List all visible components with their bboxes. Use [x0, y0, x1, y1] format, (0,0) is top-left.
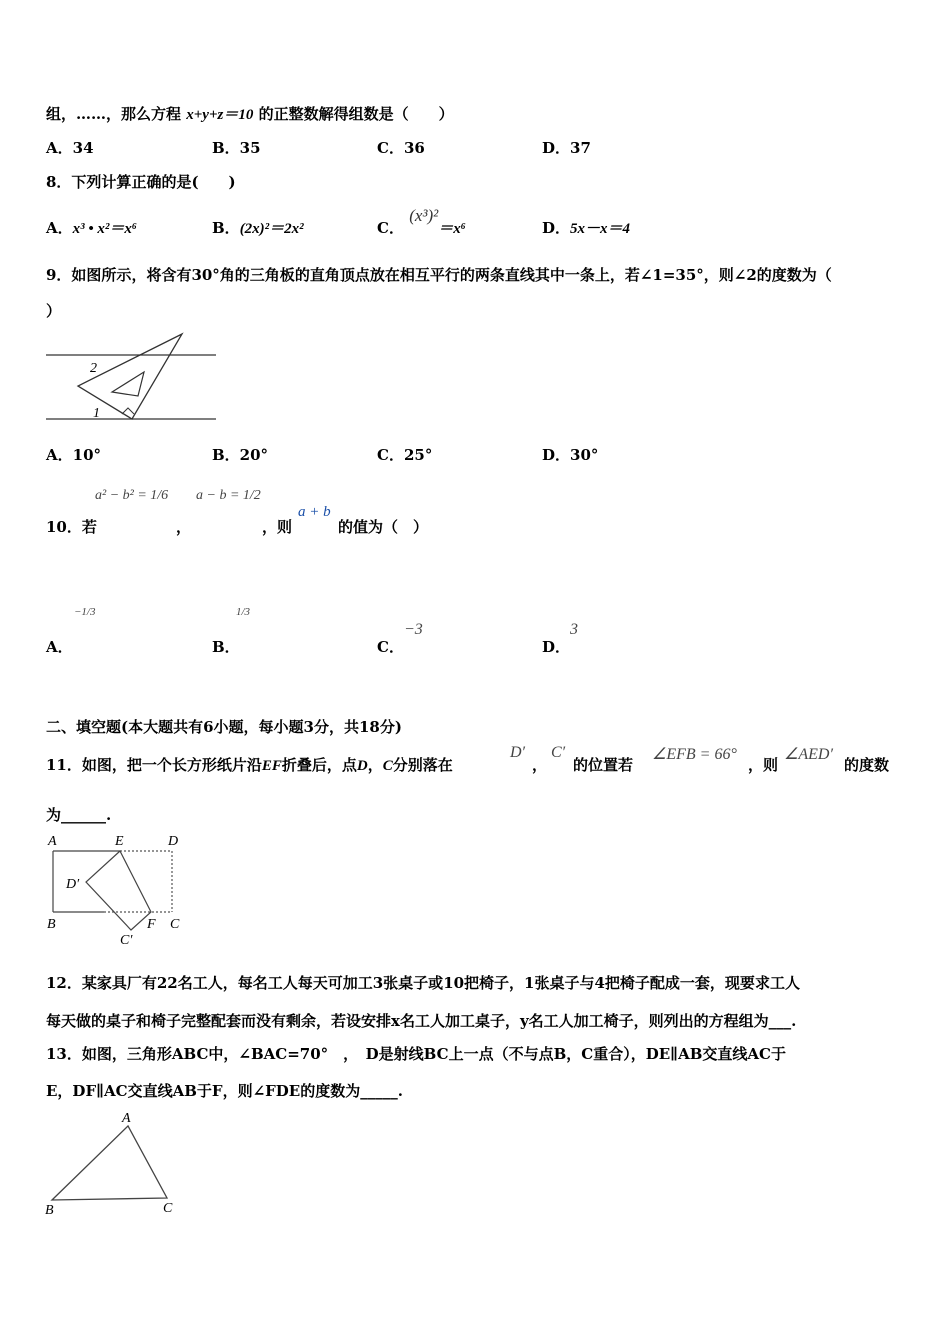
- q9-label-1: 1: [93, 406, 100, 421]
- q10-condition-2: a − b = 1/2: [196, 488, 261, 503]
- q11-given-angle: ∠EFB = 66°: [652, 746, 737, 763]
- q11-label-a: A: [48, 834, 57, 849]
- q9-label-2: 2: [90, 361, 97, 376]
- q11-line2: 为______.: [46, 806, 112, 824]
- q11-asked-angle: ∠AED′: [784, 746, 833, 763]
- q9-option-d[interactable]: D．30°: [542, 446, 599, 464]
- q9-stem-line1: 9．如图所示，将含有30°角的三角板的直角顶点放在相互平行的两条直线其中一条上，若∠1=35°，则∠2的度数为（: [46, 266, 832, 284]
- q11-dprime-inline: D′: [510, 744, 526, 761]
- q12-line1: 12．某家具厂有22名工人，每名工人每天可加工3张桌子或10把椅子，1张桌子与4把椅子配成一套，现要求工人: [46, 974, 800, 992]
- q11-label-dprime: D′: [66, 877, 80, 892]
- q8-option-b[interactable]: B．(2x)²＝2x²: [212, 219, 304, 237]
- q7-option-b[interactable]: B．35: [212, 139, 261, 157]
- q13-label-c: C: [163, 1201, 173, 1216]
- q10-option-c[interactable]: C．: [377, 638, 404, 656]
- q11-label-cprime: C′: [120, 933, 133, 948]
- q7-equation: x+y+z＝10: [186, 107, 254, 123]
- q11-then: ，则: [748, 756, 779, 774]
- q13-triangle-abc: [52, 1126, 167, 1200]
- q10-prefix: 10．若: [46, 518, 97, 536]
- q10-option-d-value: 3: [570, 621, 578, 638]
- q11-label-b: B: [47, 917, 56, 932]
- q7-option-c[interactable]: C．36: [377, 139, 425, 157]
- q11-label-f: F: [147, 917, 156, 932]
- q9-figure: [44, 328, 220, 424]
- q11-label-c: C: [170, 917, 180, 932]
- q13-figure: [44, 1108, 184, 1218]
- q10-option-c-value: −3: [404, 621, 423, 638]
- q9-option-a[interactable]: A．10°: [46, 446, 102, 464]
- q8-option-a[interactable]: A．x³ • x²＝x⁶: [46, 219, 138, 237]
- q10-condition-1: a² − b² = 1/6: [95, 488, 169, 503]
- q10-option-a[interactable]: A．: [46, 638, 73, 656]
- section2-title: 二、填空题(本大题共有6小题，每小题3分，共18分): [46, 718, 402, 736]
- q11-figure: [44, 830, 189, 948]
- q10-option-d[interactable]: D．: [542, 638, 571, 656]
- q10-option-b[interactable]: B．: [212, 638, 240, 656]
- q11-folded-part: [86, 851, 151, 930]
- q13-line1: 13．如图，三角形ABC中，∠BAC=70° ， D是射线BC上一点（不与点B，C重合），DE∥AB交直线AC于: [46, 1045, 786, 1063]
- q10-option-b-value: 1/3: [236, 606, 251, 618]
- q8-option-c[interactable]: C． (x³)²＝x⁶: [377, 206, 466, 237]
- q10-sep2: ，则: [262, 518, 293, 536]
- q10-sep1: ，: [176, 518, 192, 536]
- q9-triangle-inner: [112, 372, 144, 396]
- q11-label-d: D: [168, 834, 179, 849]
- q7-continuation: 组，……，那么方程: [46, 105, 182, 123]
- q9-option-c[interactable]: C．25°: [377, 446, 433, 464]
- q9-right-angle-mark: [122, 408, 134, 414]
- q11-position-text: 的位置若: [573, 756, 634, 774]
- q7-option-a[interactable]: A．34: [46, 139, 94, 157]
- q7-option-d[interactable]: D．37: [542, 139, 591, 157]
- q13-line2: E，DF∥AC交直线AB于F，则∠FDE的度数为_____.: [46, 1082, 403, 1100]
- q8-stem: 8．下列计算正确的是( ): [46, 173, 236, 191]
- q11-label-e: E: [115, 834, 124, 849]
- q11-line1-part1: 11．如图，把一个长方形纸片沿EF折叠后，点D，C分别落在: [46, 756, 453, 774]
- q10-suffix: 的值为（ ）: [338, 518, 429, 536]
- q7-stem: [46, 103, 454, 124]
- q11-degree-word: 的度数: [844, 756, 890, 774]
- q8-option-c-formula: (x³)²: [409, 206, 439, 225]
- q8-option-d[interactable]: D．5x－x＝4: [542, 219, 631, 237]
- q9-stem-line2: ）: [46, 302, 62, 320]
- q9-option-b[interactable]: B．20°: [212, 446, 269, 464]
- q13-label-b: B: [45, 1203, 54, 1218]
- q12-line2: 每天做的桌子和椅子完整配套而没有剩余，若设安排x名工人加工桌子，y名工人加工椅子，则列出的方程组为___.: [46, 1012, 797, 1030]
- q7-tail: 的正整数解得组数是（ ）: [258, 105, 454, 123]
- q11-cprime-inline: C′: [551, 744, 566, 761]
- q11-comma-sep: ，: [532, 756, 548, 774]
- q13-label-a: A: [122, 1111, 131, 1126]
- q10-target-expr: a + b: [298, 504, 331, 520]
- q10-option-a-value: −1/3: [74, 606, 96, 618]
